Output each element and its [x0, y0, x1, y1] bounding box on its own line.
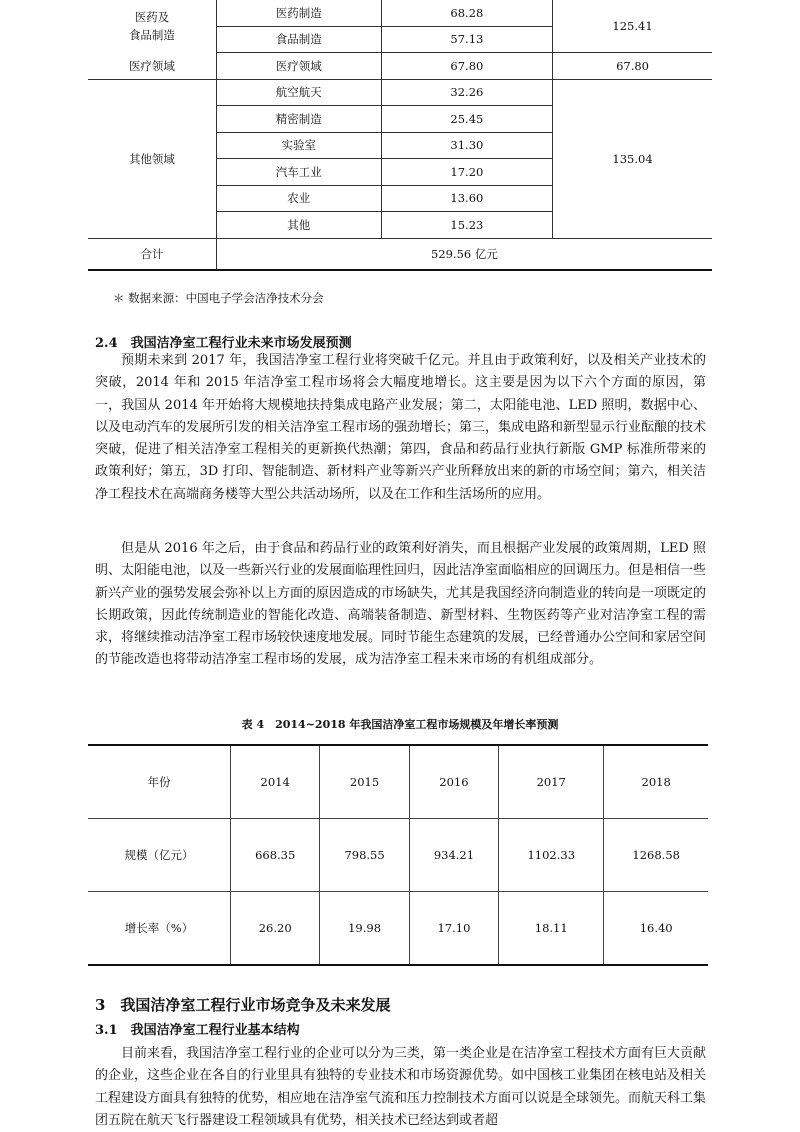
value-cell: 16.40: [604, 892, 708, 966]
table-row: [88, 892, 708, 966]
section-heading: 3.1 我国洁净室工程行业基本结构: [95, 1023, 300, 1038]
chapter-heading: 3 我国洁净室工程行业市场竞争及未来发展: [95, 996, 391, 1014]
table-row: [88, 819, 708, 892]
total-value: 529.56 亿元: [216, 238, 712, 270]
subtotal-cell: 125.41: [553, 0, 712, 53]
value-cell: 13.60: [381, 185, 552, 212]
value-cell: 1102.33: [499, 819, 604, 892]
paragraph: 目前来看，我国洁净室工程行业的企业可以分为三类，第一类企业是在洁净室工程技术方面有巨大贡献的企业，这些企业在各自的行业里具有独特的专业技术和市场资源优势。如中国核工业集团在核电站及相关工程建设方面具有独特的优势，相应地在洁净室气流和压力控制技术方面可以说是全球领先。而航天科工集团五院在航天飞行器建设工程领域具有优势，相关技术已经达到或者超: [95, 1046, 707, 1128]
year-cell: 2016: [409, 745, 498, 819]
paragraph: 预期未来到 2017 年，我国洁净室工程行业将突破千亿元。并且由于政策利好，以及相关产业技术的突破，2014 年和 2015 年洁净室工程市场将会大幅度地增长。这主要是因为以下六个方面的原因，第一，我国从 2014 年开始将大规模地扶持集成电路产业发展；第二，太阳能电池、LED 照明，数据中心、以及电动汽车的发展所引发的相关洁净室工程市场的强劲增长；第三，集成电路和新型显示行业酝酿的技术突破，促进了相关洁净室工程相关的更新换代热潮；第四，食品和药品行业执行新版 GMP 标准所带来的政策利好；第五，3D 打印、智能制造、新材料产业等新兴产业所释放出来的新的市场空间；第六，相关洁净工程技术在高端商务楼等大型公共活动场所，以及在工作和生活场所的应用。: [95, 353, 707, 502]
field-cell: 精密制造: [216, 106, 381, 133]
source-note: ＊ 数据来源：中国电子学会洁净技术分会: [113, 291, 324, 305]
value-cell: 934.21: [409, 819, 498, 892]
row-header: 规模（亿元）: [88, 819, 231, 892]
category-label: 医药及 食品制造: [128, 10, 175, 43]
field-cell: 汽车工业: [216, 159, 381, 186]
field-cell: 农业: [216, 185, 381, 212]
value-cell: 798.55: [320, 819, 409, 892]
field-cell: 医药制造: [216, 0, 381, 26]
value-cell: 19.98: [320, 892, 409, 966]
field-cell: 航空航天: [216, 79, 381, 106]
category-cell: [88, 0, 216, 53]
subtotal-cell: 135.04: [553, 79, 712, 238]
value-cell: 17.20: [381, 159, 552, 186]
table-row: [88, 745, 708, 819]
year-cell: 2017: [499, 745, 604, 819]
category-cell: 医疗领域: [88, 53, 216, 80]
total-label: 合计: [88, 238, 216, 270]
value-cell: 668.35: [231, 819, 320, 892]
value-cell: 32.26: [381, 79, 552, 106]
value-cell: 25.45: [381, 106, 552, 133]
field-cell: 实验室: [216, 132, 381, 159]
paragraph: 但是从 2016 年之后，由于食品和药品行业的政策利好消失，而且根据产业发展的政策周期，LED 照明、太阳能电池，以及一些新兴行业的发展面临理性回归，因此洁净室面临相应的回调压力。但是相信一些新兴产业的强势发展会弥补以上方面的原因造成的市场缺失，尤其是我国经济向制造业的转向是一项既定的长期政策，因此传统制造业的智能化改造、高端装备制造、新型材料、生物医药等产业对洁净室工程的需求，将继续推动洁净室工程市场较快速度地发展。同时节能生态建筑的发展，已经普通办公空间和家居空间的节能改造也将带动洁净室工程市场的发展，成为洁净室工程未来市场的有机组成部分。: [95, 541, 707, 668]
year-cell: 2018: [604, 745, 708, 819]
year-cell: 2014: [231, 745, 320, 819]
field-cell: 食品制造: [216, 26, 381, 53]
field-cell: 医疗领域: [216, 53, 381, 80]
subtotal-cell: 67.80: [553, 53, 712, 80]
row-header: 增长率（%）: [88, 892, 231, 966]
section-heading: 2.4 我国洁净室工程行业未来市场发展预测: [95, 336, 352, 351]
value-cell: 67.80: [381, 53, 552, 80]
year-cell: 2015: [320, 745, 409, 819]
field-cell: 其他: [216, 212, 381, 239]
category-cell: 其他领域: [88, 79, 216, 238]
value-cell: 15.23: [381, 212, 552, 239]
value-cell: 18.11: [499, 892, 604, 966]
market-segment-table: [88, 0, 712, 271]
table-caption: 表 4 2014~2018 年我国洁净室工程市场规模及年增长率预测: [241, 718, 559, 731]
row-header: 年份: [147, 775, 171, 789]
value-cell: 1268.58: [604, 819, 708, 892]
value-cell: 26.20: [231, 892, 320, 966]
value-cell: 31.30: [381, 132, 552, 159]
value-cell: 57.13: [381, 26, 552, 53]
forecast-table: [88, 744, 708, 966]
value-cell: 17.10: [409, 892, 498, 966]
value-cell: 68.28: [381, 0, 552, 26]
